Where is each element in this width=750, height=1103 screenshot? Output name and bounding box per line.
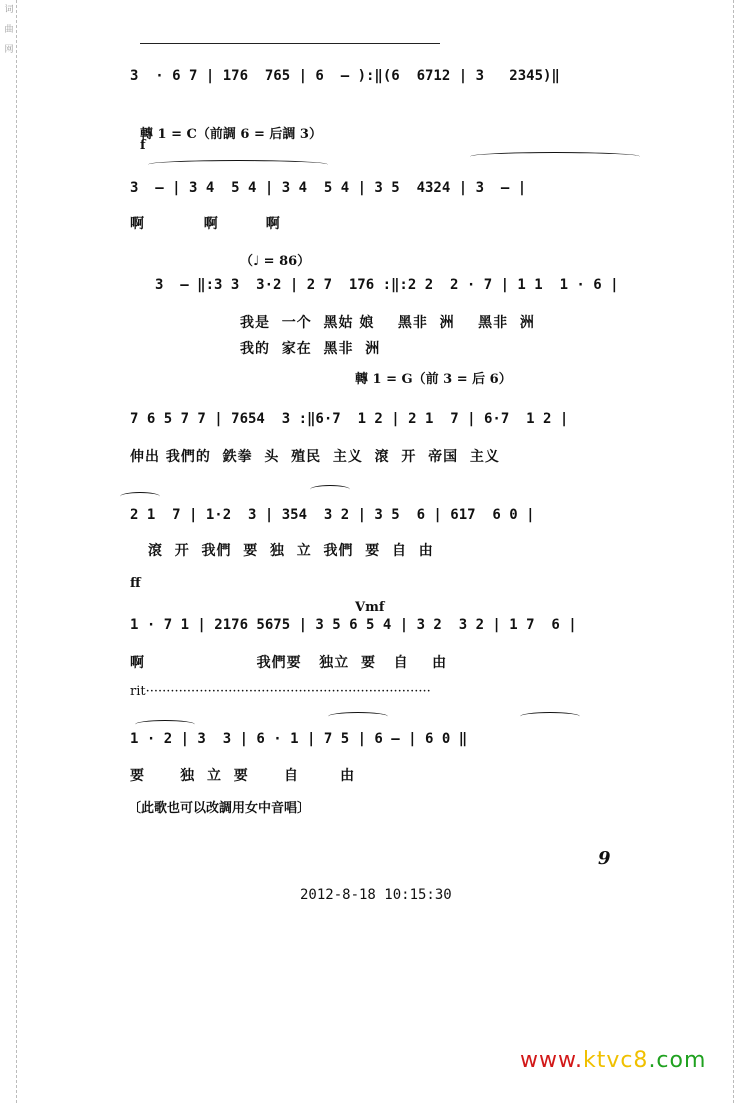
lyrics-row-4: 伸出 我們的 鉄拳 头 殖民 主义 滾 开 帝国 主义 xyxy=(130,449,500,465)
slur xyxy=(135,720,195,729)
slur xyxy=(120,492,160,501)
score-row-2: 3 — | 3 4 5 4 | 3 4 5 4 | 3 5 4324 | 3 — | xyxy=(130,180,527,196)
score-row-3: 3 — ‖:3 3 3·2 | 2 7 176 :‖:2 2 2 · 7 | 1 1 1 · 6 | xyxy=(155,277,619,293)
slur xyxy=(470,152,640,161)
timestamp: 2012-8-18 10:15:30 xyxy=(300,887,452,903)
slur xyxy=(148,160,328,169)
lyrics-row-5: 滾 开 我們 要 独 立 我們 要 自 由 xyxy=(148,543,434,559)
lyrics-row-2: 啊 啊 啊 xyxy=(130,216,281,232)
ritardando: rit····································································· xyxy=(130,684,431,699)
performance-note: 〔此歌也可以改調用女中音唱〕 xyxy=(128,801,311,816)
lyrics-row-3-verse-1: 我是 一个 黑姑 娘 黑非 洲 黑非 洲 xyxy=(240,315,535,331)
right-margin-dashes xyxy=(733,0,734,1103)
dynamic-f: f xyxy=(140,138,146,153)
page-number: 9 xyxy=(598,848,611,869)
left-side-watermark: 词 曲 网 xyxy=(4,5,14,55)
slur xyxy=(520,712,580,721)
site-watermark: www.ktvc8.com xyxy=(520,1048,707,1073)
tempo-mark: （♩ = 86） xyxy=(240,254,311,269)
score-row-7: 1 · 2 | 3 3 | 6 · 1 | 7 5 | 6 — | 6 0 ‖ xyxy=(130,731,468,747)
dynamic-ff: ff xyxy=(130,576,141,591)
key-change-1: 轉 1 = C（前調 6 = 后調 3） xyxy=(140,127,322,142)
slur xyxy=(328,712,388,721)
score-row-6: 1 · 7 1 | 2176 5675 | 3 5 6 5 4 | 3 2 3 2 | 1 7 6 | xyxy=(130,617,577,633)
lyrics-row-7: 要 独 立 要 自 由 xyxy=(130,768,356,784)
lyrics-row-6: 啊 我們要 独立 要 自 由 xyxy=(130,655,448,671)
key-change-2: 轉 1 = G（前 3 = 后 6） xyxy=(355,372,512,387)
score-row-4: 7 6 5 7 7 | 7654 3 :‖6·7 1 2 | 2 1 7 | 6·7 1 2 | xyxy=(130,411,569,427)
left-margin-dashes xyxy=(16,0,17,1103)
slur xyxy=(310,485,350,494)
lyrics-row-3-verse-2: 我的 家在 黑非 洲 xyxy=(240,341,381,357)
dynamic-vmf: Vmf xyxy=(355,600,385,615)
score-row-5: 2 1 7 | 1·2 3 | 354 3 2 | 3 5 6 | 617 6 0 | xyxy=(130,507,535,523)
top-slur-line xyxy=(140,43,440,44)
score-row-1: 3 · 6 7 | 176 765 | 6 — ):‖(6 6712 | 3 2345)‖ xyxy=(130,68,560,84)
